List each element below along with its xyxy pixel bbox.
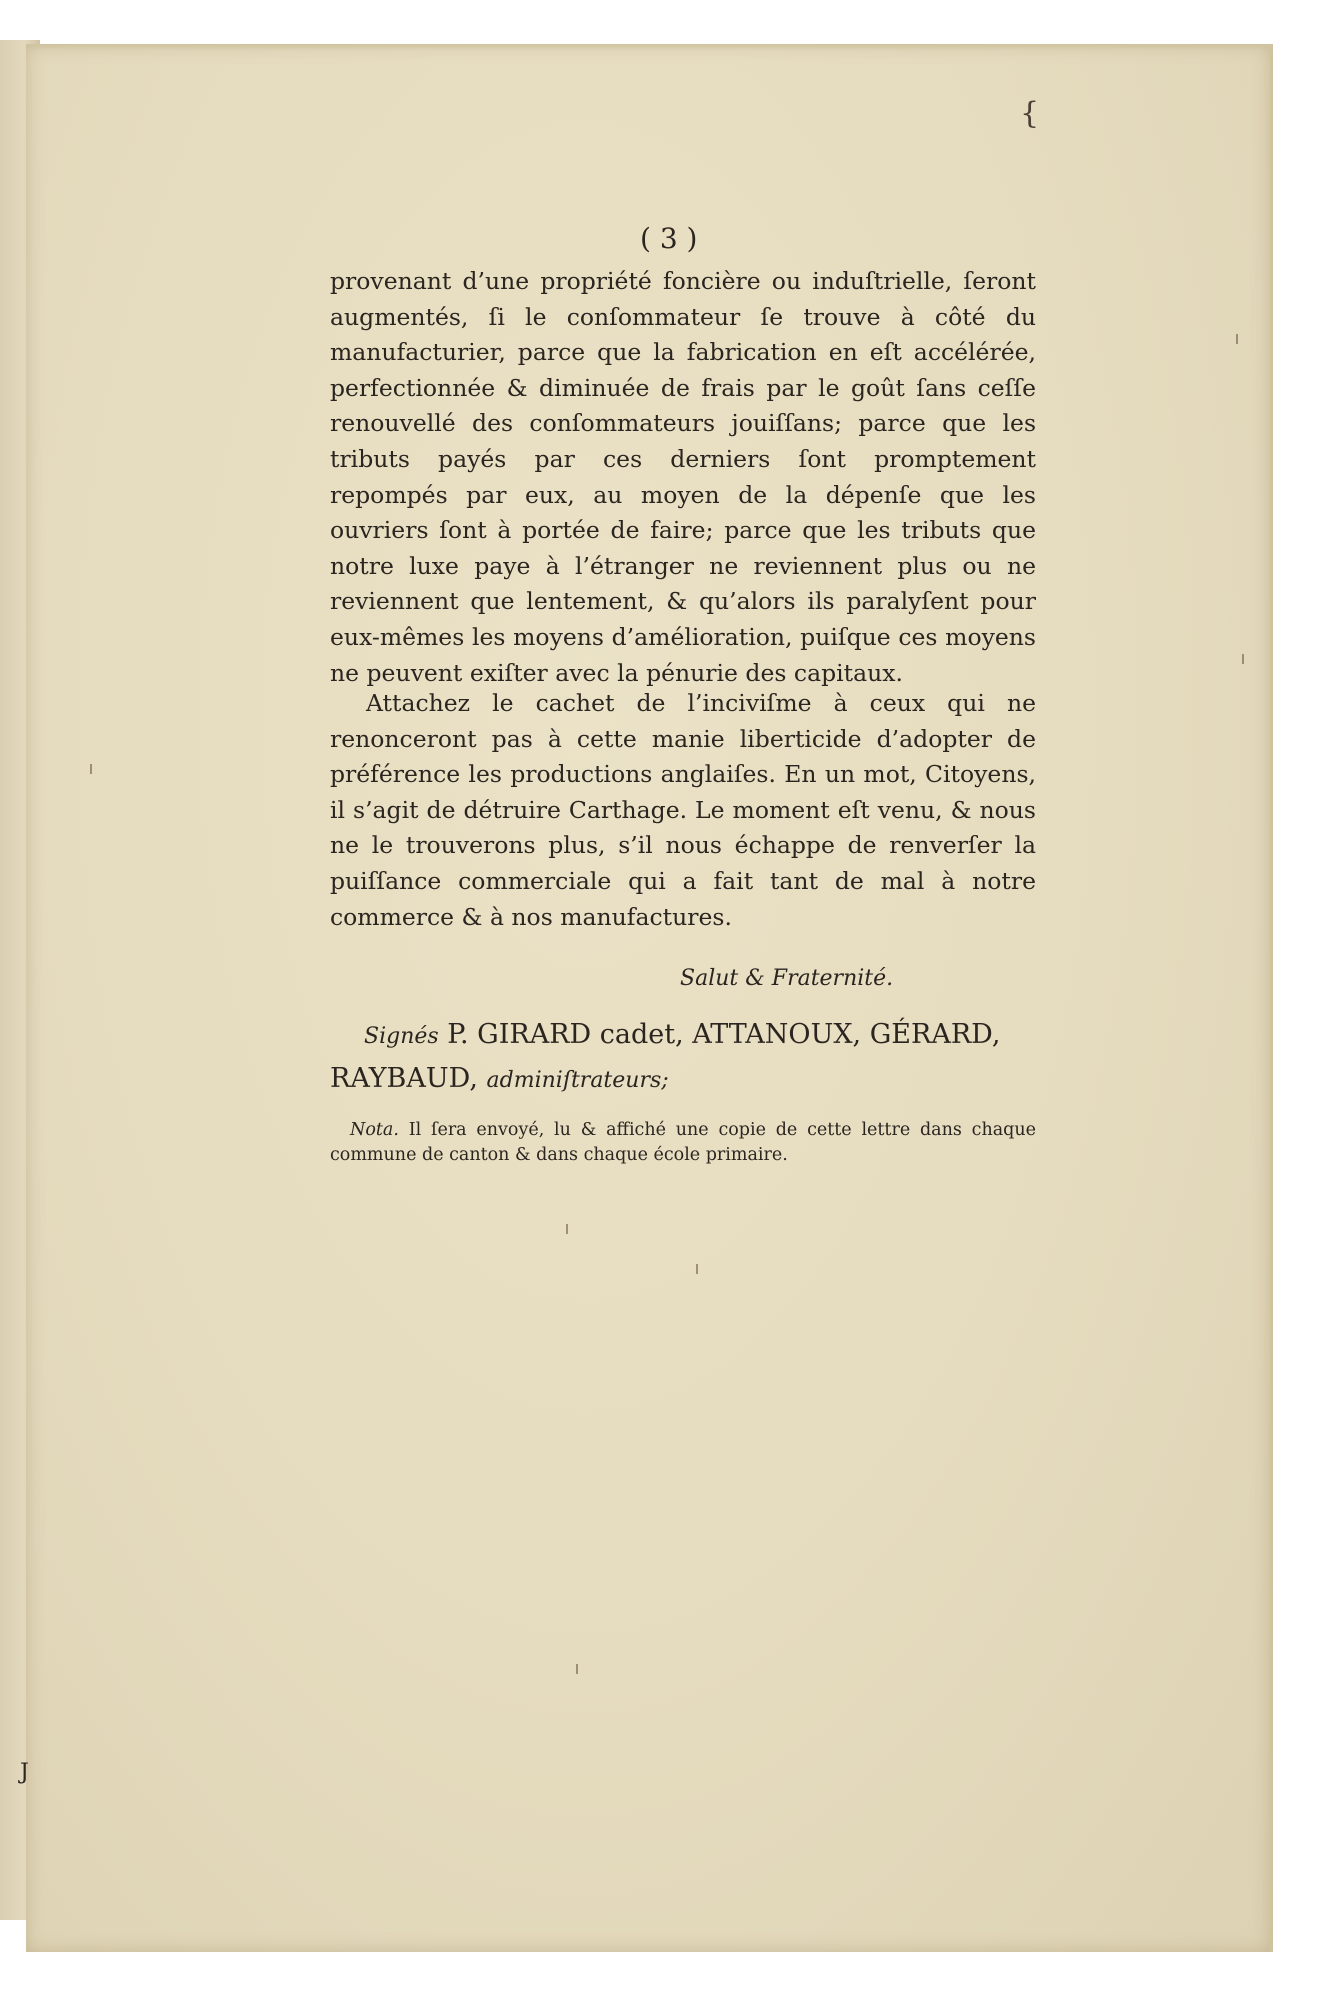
signature-role: adminiſtrateurs;: [486, 1068, 669, 1093]
paper-speck: [90, 764, 92, 774]
signature-lead: Signés: [364, 1024, 439, 1049]
gutter-mark: J: [20, 1760, 29, 1785]
closing-salutation: Salut & Fraternité.: [680, 966, 894, 991]
page-number: ( 3 ): [640, 222, 698, 255]
paper-speck: [566, 1224, 568, 1234]
nota-text: Il ſera envoyé, lu & affiché une copie de cette lettre dans chaque commune de canton & dans chaque école primaire.: [330, 1120, 1036, 1165]
paper-speck: [576, 1664, 578, 1674]
paper-speck: [696, 1264, 698, 1274]
paper-speck: [1236, 334, 1238, 344]
paragraph-2: Attachez le cachet de l’inciviſme à ceux qui ne renonceront pas à cette manie liberticide d’adopter de préférence les productions anglaiſes. En un mot, Citoyens, il s’agit de détruire Carthage. Le moment eſt venu, & nous ne le trouverons plus, s’il nous échappe de renverſer la puiſſance commerciale qui a fait tant de mal à notre commerce & à nos manufactures.: [330, 689, 1036, 931]
paper-speck: [1242, 654, 1244, 664]
paragraph-1: provenant d’une propriété foncière ou induſtrielle, ſeront augmentés, ſi le conſommateur ſe trouve à côté du manufacturier, parce que la fabrication en eſt accélérée, perfectionnée & diminuée de frais par le goût ſans ceſſe renouvellé des conſommateurs jouiſſans; parce que les tributs payés par ces derniers ſont promptement repompés par eux, au moyen de la dépenſe que les ouvriers ſont à portée de faire; parce que les tributs que notre luxe paye à l’étranger ne reviennent plus ou ne reviennent que lentement, & qu’alors ils paralyſent pour eux-mêmes les moyens d’amélioration, puiſque ces moyens ne peuvent exiſter avec la pénurie des capitaux.: [330, 267, 1036, 687]
nota-note: [330, 1118, 1036, 1168]
page-top-edge: [26, 44, 1270, 50]
signature-names: P. GIRARD cadet, ATTANOUX, GÉRARD, RAYBAUD,: [330, 1019, 1001, 1094]
nota-label: Nota.: [350, 1120, 399, 1140]
signature-block: [330, 1014, 1036, 1102]
corner-mark: {: [1020, 96, 1040, 131]
